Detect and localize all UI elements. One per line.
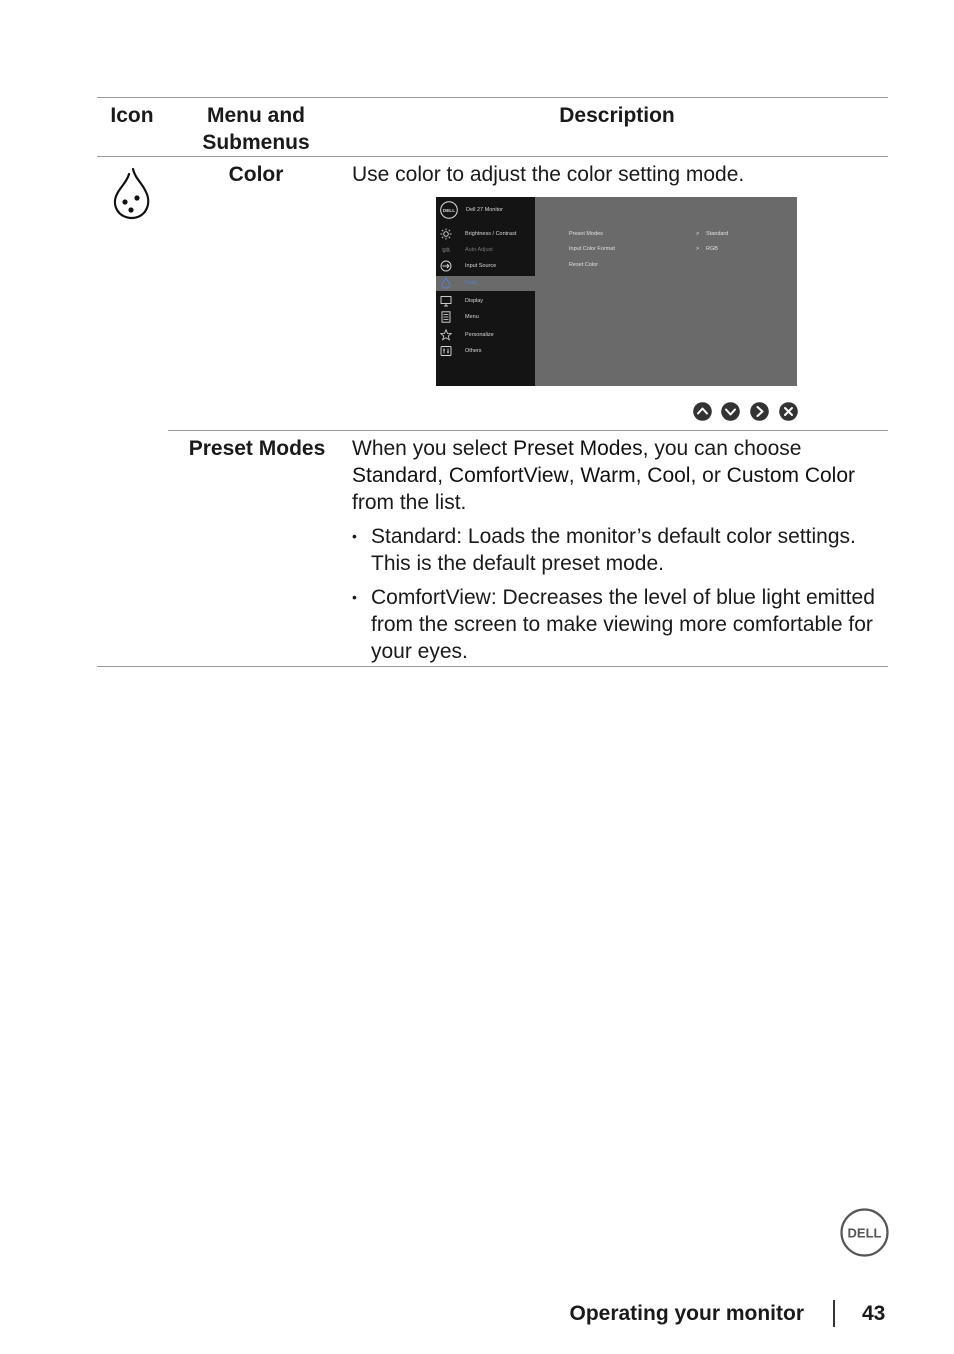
- color-palette-icon: [111, 166, 153, 222]
- osd-item-brightness[interactable]: [436, 227, 535, 242]
- header-description: Description: [559, 104, 675, 127]
- osd-item-color[interactable]: [436, 276, 535, 291]
- osd-item-label: Auto Adjust: [465, 247, 493, 253]
- input-source-icon: [440, 260, 452, 272]
- osd-item-display[interactable]: [436, 294, 535, 309]
- color-icon: [440, 277, 452, 289]
- header-menu: Menu and Submenus: [202, 104, 310, 154]
- osd-setting-arrow: >: [696, 246, 700, 252]
- bullet-term: ComfortView: [371, 586, 491, 609]
- osd-item-label: Others: [465, 348, 482, 354]
- table-top-rule: [97, 97, 888, 98]
- right-button-icon[interactable]: [750, 402, 769, 421]
- bullet-dot-icon: •: [352, 589, 357, 605]
- bullet-dot-icon: •: [352, 528, 357, 544]
- display-icon: [440, 295, 452, 307]
- osd-item-menu[interactable]: [436, 310, 535, 325]
- auto-adjust-icon: [440, 244, 452, 256]
- osd-item-label: Display: [465, 298, 484, 304]
- osd-setting-label[interactable]: Input Color Format: [569, 246, 615, 252]
- osd-item-auto-adjust[interactable]: [436, 243, 535, 258]
- dell-logo-text: DELL: [847, 1225, 882, 1241]
- osd-item-label: Input Source: [465, 263, 497, 269]
- page-number: 43: [862, 1302, 886, 1325]
- osd-item-label: Brightness / Contrast: [465, 231, 517, 237]
- bullet-text: : Loads the monitor’s default color settings. This is the default preset mode.: [371, 525, 856, 575]
- brightness-icon: [440, 228, 452, 240]
- osd-title: Dell 27 Monitor: [466, 207, 503, 213]
- down-button-icon[interactable]: [721, 402, 740, 421]
- osd-setting-arrow: >: [696, 231, 700, 237]
- osd-setting-value: RGB: [706, 246, 718, 252]
- osd-setting-label[interactable]: Reset Color: [569, 262, 599, 268]
- bullet-text: : Decreases the level of blue light emitted from the screen to make viewing more comfortable for your eyes.: [371, 586, 875, 663]
- osd-setting-label[interactable]: Preset Modes: [569, 231, 603, 237]
- menu-preset-modes-label: Preset Modes: [188, 437, 326, 460]
- preset-modes-description: When you select Preset Modes, you can choose Standard, ComfortView, Warm, Cool, or Custom Color from the list.: [352, 437, 856, 514]
- osd-screenshot: [436, 197, 797, 386]
- header-icon: Icon: [110, 104, 154, 127]
- others-icon: [440, 345, 452, 357]
- footer-separator: [833, 1300, 835, 1327]
- menu-color-label: Color: [228, 163, 284, 186]
- color-description: Use color to adjust the color setting mode.: [352, 163, 745, 186]
- close-button-icon[interactable]: [779, 402, 798, 421]
- osd-item-label: Color: [465, 280, 479, 286]
- menu-icon: [440, 311, 452, 323]
- up-button-icon[interactable]: [693, 402, 712, 421]
- osd-item-others[interactable]: [436, 344, 535, 359]
- row-divider-rule: [168, 430, 888, 431]
- osd-item-input-source[interactable]: [436, 259, 535, 274]
- dell-logo: [840, 1208, 889, 1257]
- table-bottom-rule: [97, 666, 888, 667]
- osd-item-personalize[interactable]: [436, 328, 535, 343]
- osd-logo-text: DELL: [443, 208, 455, 213]
- star-icon: [440, 329, 452, 341]
- osd-dell-logo: [439, 201, 459, 219]
- osd-item-label: Personalize: [465, 332, 494, 338]
- table-header-rule: [97, 156, 888, 157]
- osd-setting-value: Standard: [706, 231, 729, 237]
- bullet-term: Standard: [371, 525, 457, 548]
- osd-item-label: Menu: [465, 314, 479, 320]
- footer-section-title: Operating your monitor: [569, 1302, 804, 1325]
